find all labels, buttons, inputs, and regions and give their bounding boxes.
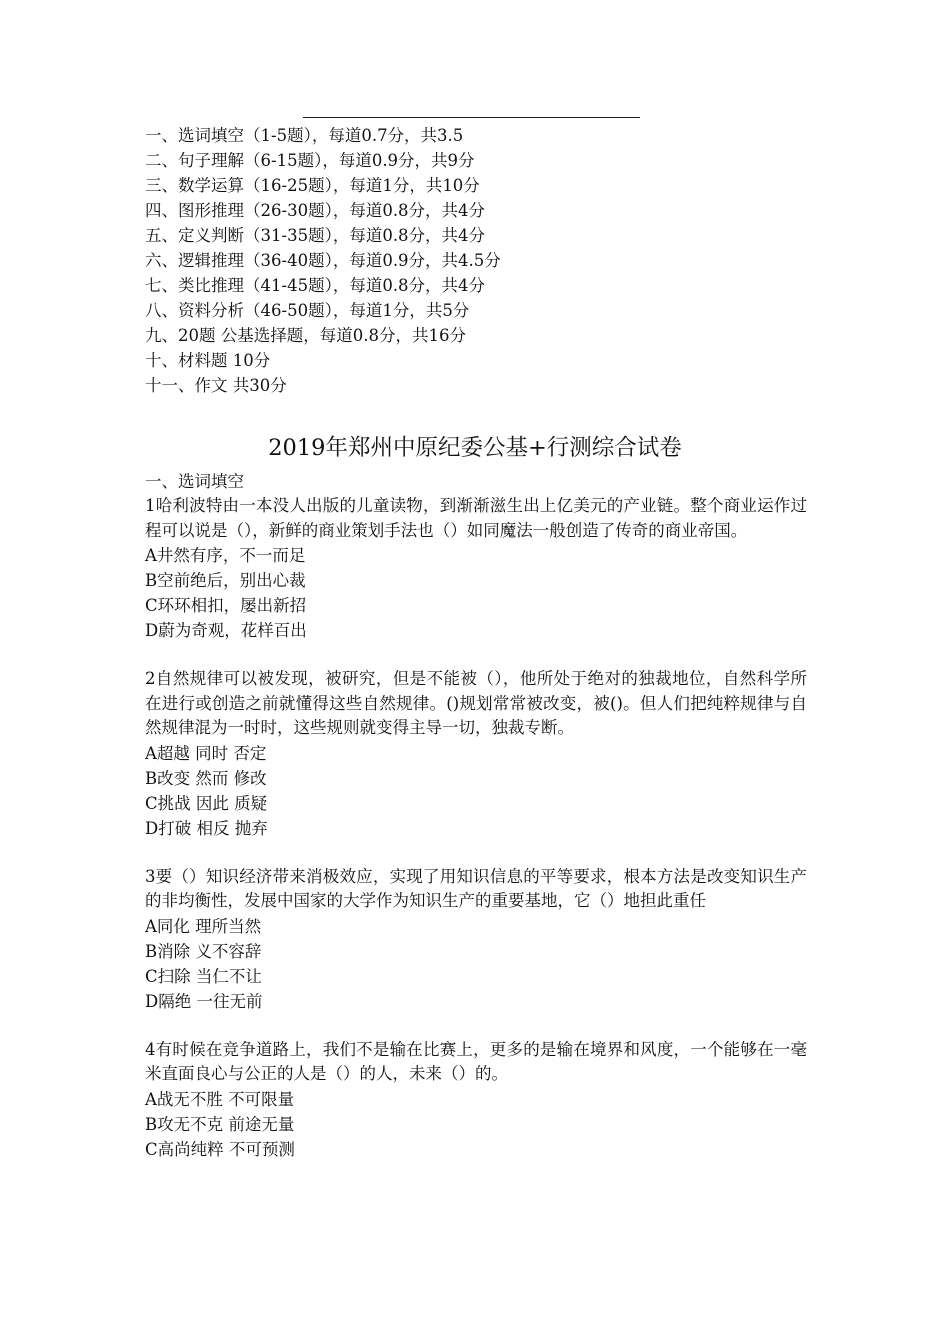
question-option: A同化 理所当然: [145, 916, 262, 936]
scoring-line: 十一、作文 共30分: [145, 376, 287, 395]
scoring-line: 四、图形推理（26-30题），每道0.8分，共4分: [145, 201, 486, 220]
document-title: 2019年郑州中原纪委公基+行测综合试卷: [268, 435, 682, 461]
question-option: C挑战 因此 质疑: [145, 793, 268, 813]
question-option: A战无不胜 不可限量: [145, 1089, 295, 1109]
scoring-list: [145, 123, 845, 398]
question-option: B消除 义不容辞: [145, 941, 262, 961]
question-stem: 1哈利波特由一本没人出版的儿童读物，到渐渐滋生出上亿美元的产业链。整个商业运作过程可以说是（），新鲜的商业策划手法也（）如同魔法一般创造了传奇的商业帝国。: [145, 496, 807, 540]
question-option: A超越 同时 否定: [145, 743, 267, 763]
question-option: C扫除 当仁不让: [145, 966, 262, 986]
question-item: [145, 865, 807, 1014]
question-stem: 3要（）知识经济带来消极效应，实现了用知识信息的平等要求，根本方法是改变知识生产的非均衡性，发展中国家的大学作为知识生产的重要基地，它（）地担此重任: [145, 866, 807, 910]
question-option: B改变 然而 修改: [145, 768, 267, 788]
question-item: [145, 667, 807, 841]
question-option: C高尚纯粹 不可预测: [145, 1139, 295, 1159]
question-option: D隔绝 一往无前: [145, 991, 263, 1011]
question-option: C环环相扣，屡出新招: [145, 596, 307, 615]
scoring-line: 二、句子理解（6-15题），每道0.9分，共9分: [145, 151, 475, 170]
scoring-line: 五、定义判断（31-35题），每道0.8分，共4分: [145, 226, 486, 245]
question-section: [145, 470, 807, 1186]
question-option: D打破 相反 抛弃: [145, 818, 268, 838]
question-option: D蔚为奇观，花样百出: [145, 621, 307, 640]
question-option: B攻无不克 前途无量: [145, 1114, 295, 1134]
scoring-line: 三、数学运算（16-25题），每道1分，共10分: [145, 176, 480, 195]
question-stem: 4有时候在竞争道路上，我们不是输在比赛上，更多的是输在境界和风度，一个能够在一毫米直面良心与公正的人是（）的人，未来（）的。: [145, 1039, 807, 1083]
scoring-line: 八、资料分析（46-50题），每道1分，共5分: [145, 301, 470, 320]
scoring-line: 六、逻辑推理（36-40题），每道0.9分，共4.5分: [145, 251, 501, 270]
question-option: B空前绝后，别出心裁: [145, 571, 306, 590]
scoring-line: 一、选词填空（1-5题），每道0.7分，共3.5: [145, 126, 464, 145]
section-heading: 一、选词填空: [145, 472, 244, 491]
header-rule: [303, 117, 640, 118]
scoring-line: 十、材料题 10分: [145, 351, 271, 370]
question-stem: 2自然规律可以被发现，被研究，但是不能被（），他所处于绝对的独裁地位，自然科学所在进行或创造之前就懂得这些自然规律。()规划常常被改变，被()。但人们把纯粹规律与自然规律混为一时时，这些规则就变得主导一切，独裁专断。: [145, 669, 807, 737]
question-item: [145, 494, 807, 643]
scoring-line: 七、类比推理（41-45题），每道0.8分，共4分: [145, 276, 486, 295]
scoring-line: 九、20题 公基选择题，每道0.8分，共16分: [145, 326, 466, 345]
question-item: [145, 1038, 807, 1162]
question-option: A井然有序，不一而足: [145, 546, 306, 565]
